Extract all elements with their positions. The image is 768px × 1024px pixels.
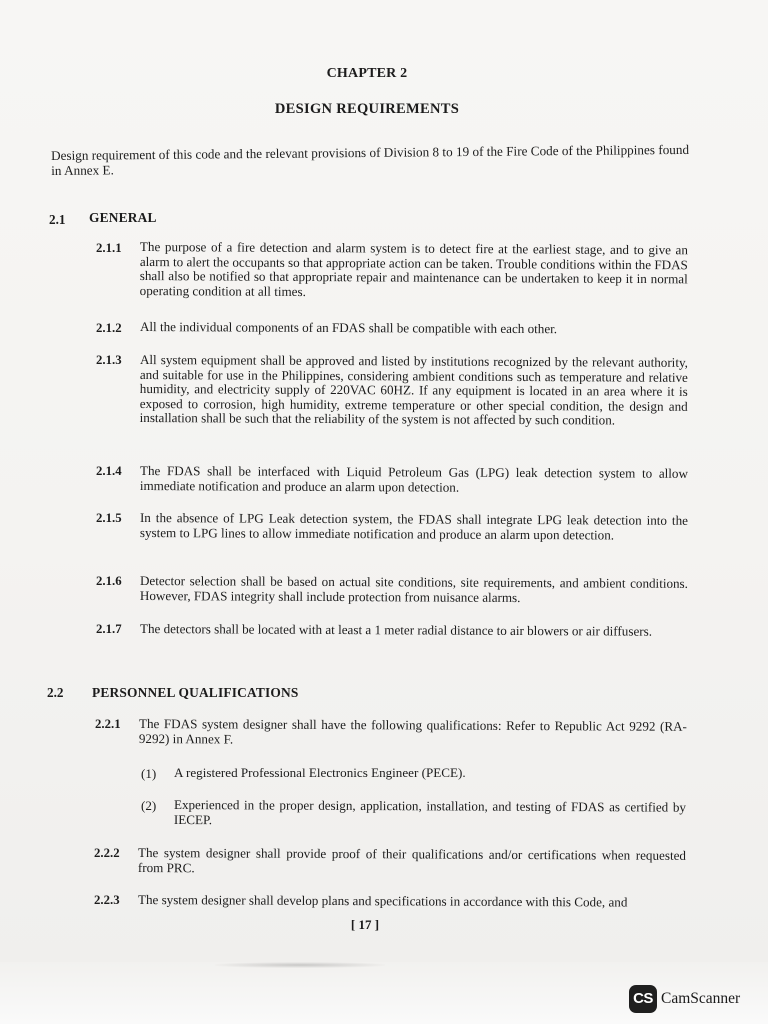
paragraph-text: Detector selection shall be based on actual site conditions, site requirements, and ambient conditions. However, FDAS integrity shall include protection from nuisance alarms. (139, 573, 688, 605)
paragraph-text: The system designer shall provide proof of their qualifications and/or certifications when requested from PRC. (137, 845, 686, 875)
intro-paragraph: Design requirement of this code and the relevant provisions of Division 8 to 19 of the Fire Code of the Philippines found in Annex E. (51, 141, 690, 178)
scan-smudge (215, 962, 385, 968)
camscanner-brand-text: CamScanner (661, 990, 741, 1007)
paragraph-number: 2.1.5 (96, 511, 122, 525)
paragraph-number: 2.1.1 (96, 241, 122, 255)
paragraph-text: The detectors shall be located with at least a 1 meter radial distance to air blowers or air diffusers. (139, 621, 653, 639)
paragraph-number: 2.2.1 (95, 717, 121, 731)
list-item-text: A registered Professional Electronics Engineer (PECE). (174, 765, 466, 780)
section-number: 2.1 (49, 212, 66, 227)
paragraph-text: The system designer shall develop plans and specifications in accordance with this Code, and (137, 892, 628, 910)
camscanner-logo-icon: CS (629, 985, 657, 1013)
list-item-number: (2) (141, 798, 157, 813)
paragraph-text: In the absence of LPG Leak detection system, the FDAS shall integrate LPG leak detection into the system to LPG lines to allow immediate notification and produce an alarm upon detection. (139, 510, 688, 543)
section-title: PERSONNEL QUALIFICATIONS (92, 685, 299, 700)
camscanner-watermark (629, 985, 740, 1013)
section-title: GENERAL (89, 210, 157, 225)
chapter-heading: CHAPTER 2 (326, 66, 408, 81)
paragraph-text: The purpose of a fire detection and alarm system is to detect fire at the earliest stage, and to give an alarm to alert the occupants so that appropriate action can be taken. Trouble conditions within the FDAS shall also be notified so that appropriate repair and maintenance can be undertaken to keep it in normal operating condition at all times. (139, 239, 688, 299)
paragraph-text: All system equipment shall be approved and listed by institutions recognized by the relevant authority, and suitable for use in the Philippines, considering ambient conditions such as temperature and relative humidity, and electricity supply of 220VAC 60HZ. If any equipment is located in an area where it is exposed to corrosion, high humidity, extreme temperature or other special condition, the design and installation shall be such that the reliability of the system is not affected by such condition. (139, 352, 688, 428)
paragraph-text: All the individual components of an FDAS shall be compatible with each other. (139, 319, 558, 337)
list-item-number: (1) (141, 766, 157, 781)
chapter-title: DESIGN REQUIREMENTS (274, 101, 460, 117)
paragraph-number: 2.2.2 (94, 846, 120, 860)
paragraph-text: The FDAS system designer shall have the following qualifications: Refer to Republic Act 9292 (RA-9292) in Annex F. (138, 716, 687, 747)
paragraph-number: 2.1.4 (96, 464, 122, 478)
paragraph-number: 2.1.7 (96, 622, 122, 636)
paragraph-text: The FDAS shall be interfaced with Liquid Petroleum Gas (LPG) leak detection system to allow immediate notification and produce an alarm upon detection. (139, 463, 688, 495)
paragraph-number: 2.1.6 (96, 574, 122, 588)
section-number: 2.2 (47, 685, 64, 700)
paragraph-number: 2.2.3 (94, 893, 120, 907)
page-number: [ 17 ] (350, 917, 380, 932)
paragraph-number: 2.1.3 (96, 353, 122, 367)
list-item-text: Experienced in the proper design, application, installation, and testing of FDAS as certified by IECEP. (173, 797, 686, 827)
paragraph-number: 2.1.2 (96, 321, 122, 335)
